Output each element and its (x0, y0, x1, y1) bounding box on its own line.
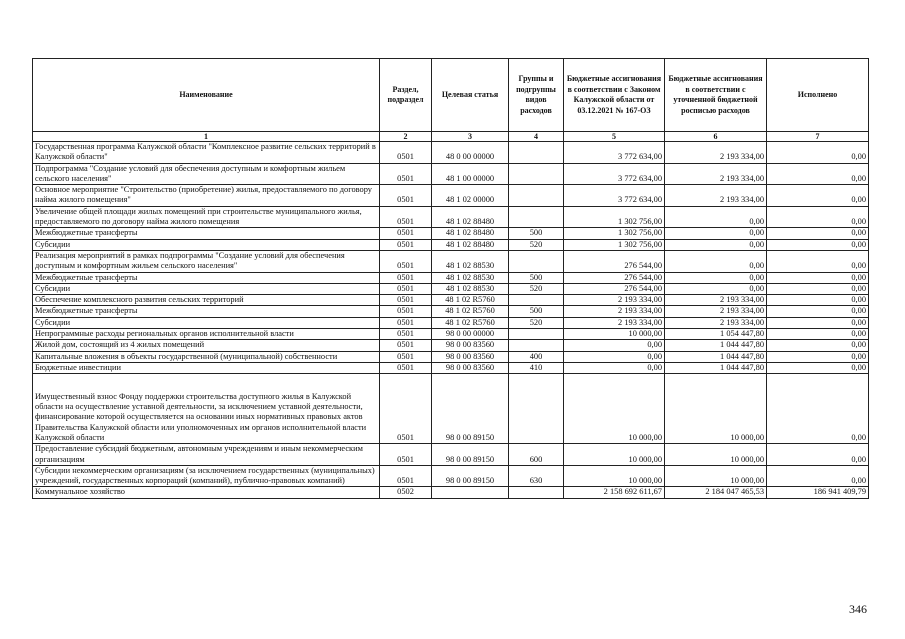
table-row (33, 295, 869, 306)
row-group (509, 163, 564, 185)
row-refined-amount: 0,00 (665, 239, 767, 250)
row-refined-amount: 1 044 447,80 (665, 340, 767, 351)
row-group (509, 185, 564, 207)
row-executed-amount: 0,00 (767, 306, 869, 317)
row-name: Подпрограмма "Создание условий для обеспечения доступным и комфортным жильем сельского населения" (33, 163, 380, 185)
table-row (33, 329, 869, 340)
row-target: 98 0 00 83560 (432, 362, 509, 373)
table-row (33, 142, 869, 164)
row-name: Межбюджетные трансферты (33, 306, 380, 317)
row-group: 520 (509, 239, 564, 250)
table-row (33, 340, 869, 351)
header-name: Наименование (33, 59, 380, 132)
row-executed-amount: 0,00 (767, 317, 869, 328)
table-row (33, 163, 869, 185)
row-law-amount: 3 772 634,00 (564, 142, 665, 164)
row-group (509, 374, 564, 444)
column-number: 2 (380, 132, 432, 142)
row-group (509, 487, 564, 498)
row-target: 48 1 02 88530 (432, 283, 509, 294)
row-section: 0502 (380, 487, 432, 498)
column-number: 5 (564, 132, 665, 142)
header-section: Раздел, подраздел (380, 59, 432, 132)
column-number: 4 (509, 132, 564, 142)
row-refined-amount: 0,00 (665, 250, 767, 272)
row-section: 0501 (380, 250, 432, 272)
row-target: 98 0 00 89150 (432, 374, 509, 444)
row-law-amount: 1 302 756,00 (564, 206, 665, 228)
row-law-amount: 3 772 634,00 (564, 185, 665, 207)
row-target: 48 1 02 88480 (432, 228, 509, 239)
row-name: Основное мероприятие "Строительство (приобретение) жилья, предоставляемого по договору найма жилого помещения" (33, 185, 380, 207)
row-target: 48 1 02 88480 (432, 206, 509, 228)
row-group (509, 206, 564, 228)
row-group (509, 329, 564, 340)
row-refined-amount: 2 193 334,00 (665, 185, 767, 207)
row-section: 0501 (380, 340, 432, 351)
budget-sheet (32, 58, 868, 499)
table-row (33, 444, 869, 466)
row-name: Предоставление субсидий бюджетным, автономным учреждениям и иным некоммерческим организациям (33, 444, 380, 466)
row-executed-amount: 0,00 (767, 444, 869, 466)
row-law-amount: 2 193 334,00 (564, 306, 665, 317)
table-row (33, 487, 869, 498)
table-body (33, 142, 869, 499)
table-row (33, 250, 869, 272)
row-section: 0501 (380, 444, 432, 466)
row-executed-amount: 0,00 (767, 295, 869, 306)
row-name: Субсидии некоммерческим организациям (за исключением государственных (муниципальных) учреждений, государственных корпораций (компаний), публично-правовых компаний) (33, 465, 380, 487)
row-law-amount: 10 000,00 (564, 329, 665, 340)
row-refined-amount: 1 044 447,80 (665, 362, 767, 373)
row-law-amount: 0,00 (564, 362, 665, 373)
row-refined-amount: 0,00 (665, 272, 767, 283)
row-law-amount: 1 302 756,00 (564, 228, 665, 239)
row-executed-amount: 0,00 (767, 142, 869, 164)
row-section: 0501 (380, 465, 432, 487)
row-law-amount: 10 000,00 (564, 374, 665, 444)
row-name: Государственная программа Калужской области "Комплексное развитие сельских территорий в Калужской области" (33, 142, 380, 164)
row-executed-amount: 0,00 (767, 329, 869, 340)
row-refined-amount: 2 193 334,00 (665, 142, 767, 164)
row-section: 0501 (380, 142, 432, 164)
row-target: 98 0 00 83560 (432, 340, 509, 351)
row-section: 0501 (380, 185, 432, 207)
row-group: 630 (509, 465, 564, 487)
table-row (33, 239, 869, 250)
table-row (33, 272, 869, 283)
row-section: 0501 (380, 306, 432, 317)
page-number: 346 (849, 602, 867, 616)
row-name: Субсидии (33, 317, 380, 328)
header-group: Группы и подгруппы видов расходов (509, 59, 564, 132)
row-group: 410 (509, 362, 564, 373)
row-refined-amount: 0,00 (665, 206, 767, 228)
row-law-amount: 10 000,00 (564, 444, 665, 466)
row-law-amount: 10 000,00 (564, 465, 665, 487)
row-section: 0501 (380, 374, 432, 444)
row-name: Бюджетные инвестиции (33, 362, 380, 373)
row-target (432, 487, 509, 498)
row-target: 48 1 02 88530 (432, 272, 509, 283)
row-target: 48 1 02 R5760 (432, 306, 509, 317)
row-section: 0501 (380, 283, 432, 294)
table-row (33, 351, 869, 362)
table-row (33, 185, 869, 207)
row-section: 0501 (380, 362, 432, 373)
row-name: Обеспечение комплексного развития сельских территорий (33, 295, 380, 306)
row-group (509, 142, 564, 164)
row-name: Имущественный взнос Фонду поддержки строительства доступного жилья в Калужской области на осуществление уставной деятельности, за исключением уставной деятельности, финансирование которой осуществляется на основании иных нормативных правовых актов Правительства Калужской области или уполномоченных им органов исполнительной власти Калужской области (33, 374, 380, 444)
column-number: 3 (432, 132, 509, 142)
row-law-amount: 276 544,00 (564, 250, 665, 272)
row-target: 48 0 00 00000 (432, 142, 509, 164)
row-target: 48 1 02 88480 (432, 239, 509, 250)
column-number: 6 (665, 132, 767, 142)
row-refined-amount: 10 000,00 (665, 465, 767, 487)
row-refined-amount: 10 000,00 (665, 444, 767, 466)
row-target: 98 0 00 83560 (432, 351, 509, 362)
row-target: 48 1 02 00000 (432, 185, 509, 207)
budget-table (32, 58, 869, 499)
header-target: Целевая статья (432, 59, 509, 132)
row-section: 0501 (380, 351, 432, 362)
row-section: 0501 (380, 163, 432, 185)
row-refined-amount: 0,00 (665, 228, 767, 239)
row-executed-amount: 0,00 (767, 374, 869, 444)
row-executed-amount: 0,00 (767, 206, 869, 228)
row-section: 0501 (380, 329, 432, 340)
row-group: 600 (509, 444, 564, 466)
row-name: Непрограммные расходы региональных органов исполнительной власти (33, 329, 380, 340)
row-name: Субсидии (33, 283, 380, 294)
row-law-amount: 276 544,00 (564, 283, 665, 294)
header-refined: Бюджетные ассигнования в соответствии с уточненной бюджетной росписью расходов (665, 59, 767, 132)
row-executed-amount: 0,00 (767, 163, 869, 185)
row-section: 0501 (380, 206, 432, 228)
table-row (33, 374, 869, 444)
column-number: 7 (767, 132, 869, 142)
row-refined-amount: 2 193 334,00 (665, 306, 767, 317)
row-group: 500 (509, 272, 564, 283)
row-target: 98 0 00 89150 (432, 444, 509, 466)
row-group: 520 (509, 317, 564, 328)
row-refined-amount: 1 054 447,80 (665, 329, 767, 340)
row-law-amount: 1 302 756,00 (564, 239, 665, 250)
row-name: Субсидии (33, 239, 380, 250)
row-name: Увеличение общей площади жилых помещений при строительстве муниципального жилья, предоставляемого по договору найма жилого помещения (33, 206, 380, 228)
row-executed-amount: 0,00 (767, 465, 869, 487)
row-law-amount: 276 544,00 (564, 272, 665, 283)
column-number-row (33, 132, 869, 142)
row-group: 520 (509, 283, 564, 294)
row-name: Коммунальное хозяйство (33, 487, 380, 498)
row-target: 98 0 00 89150 (432, 465, 509, 487)
row-executed-amount: 0,00 (767, 362, 869, 373)
row-executed-amount: 0,00 (767, 185, 869, 207)
row-target: 48 1 02 R5760 (432, 295, 509, 306)
row-executed-amount: 0,00 (767, 228, 869, 239)
row-refined-amount: 1 044 447,80 (665, 351, 767, 362)
table-row (33, 306, 869, 317)
header-executed: Исполнено (767, 59, 869, 132)
row-executed-amount: 186 941 409,79 (767, 487, 869, 498)
row-law-amount: 0,00 (564, 340, 665, 351)
row-law-amount: 2 158 692 611,67 (564, 487, 665, 498)
row-target: 48 1 02 R5760 (432, 317, 509, 328)
row-executed-amount: 0,00 (767, 250, 869, 272)
row-executed-amount: 0,00 (767, 340, 869, 351)
row-group: 500 (509, 228, 564, 239)
row-law-amount: 2 193 334,00 (564, 317, 665, 328)
table-row (33, 283, 869, 294)
row-law-amount: 3 772 634,00 (564, 163, 665, 185)
header-law: Бюджетные ассигнования в соответствии с Законом Калужской области от 03.12.2021 № 167-ОЗ (564, 59, 665, 132)
table-row (33, 206, 869, 228)
row-group (509, 340, 564, 351)
row-group (509, 250, 564, 272)
table-row (33, 362, 869, 373)
row-section: 0501 (380, 295, 432, 306)
row-name: Межбюджетные трансферты (33, 272, 380, 283)
row-executed-amount: 0,00 (767, 272, 869, 283)
row-name: Капитальные вложения в объекты государственной (муниципальной) собственности (33, 351, 380, 362)
row-section: 0501 (380, 228, 432, 239)
row-refined-amount: 2 184 047 465,53 (665, 487, 767, 498)
table-row (33, 228, 869, 239)
row-refined-amount: 2 193 334,00 (665, 163, 767, 185)
row-group: 500 (509, 306, 564, 317)
row-section: 0501 (380, 272, 432, 283)
column-number: 1 (33, 132, 380, 142)
row-group: 400 (509, 351, 564, 362)
header-row (33, 59, 869, 132)
row-target: 48 1 02 88530 (432, 250, 509, 272)
row-refined-amount: 2 193 334,00 (665, 295, 767, 306)
row-target: 98 0 00 00000 (432, 329, 509, 340)
row-refined-amount: 10 000,00 (665, 374, 767, 444)
table-row (33, 317, 869, 328)
row-name: Реализация мероприятий в рамках подпрограммы "Создание условий для обеспечения доступным и комфортным жильем сельского населения" (33, 250, 380, 272)
row-executed-amount: 0,00 (767, 239, 869, 250)
row-refined-amount: 2 193 334,00 (665, 317, 767, 328)
row-law-amount: 0,00 (564, 351, 665, 362)
row-name: Межбюджетные трансферты (33, 228, 380, 239)
row-name: Жилой дом, состоящий из 4 жилых помещений (33, 340, 380, 351)
row-section: 0501 (380, 317, 432, 328)
row-target: 48 1 00 00000 (432, 163, 509, 185)
row-section: 0501 (380, 239, 432, 250)
row-law-amount: 2 193 334,00 (564, 295, 665, 306)
row-group (509, 295, 564, 306)
row-refined-amount: 0,00 (665, 283, 767, 294)
row-executed-amount: 0,00 (767, 283, 869, 294)
table-row (33, 465, 869, 487)
row-executed-amount: 0,00 (767, 351, 869, 362)
